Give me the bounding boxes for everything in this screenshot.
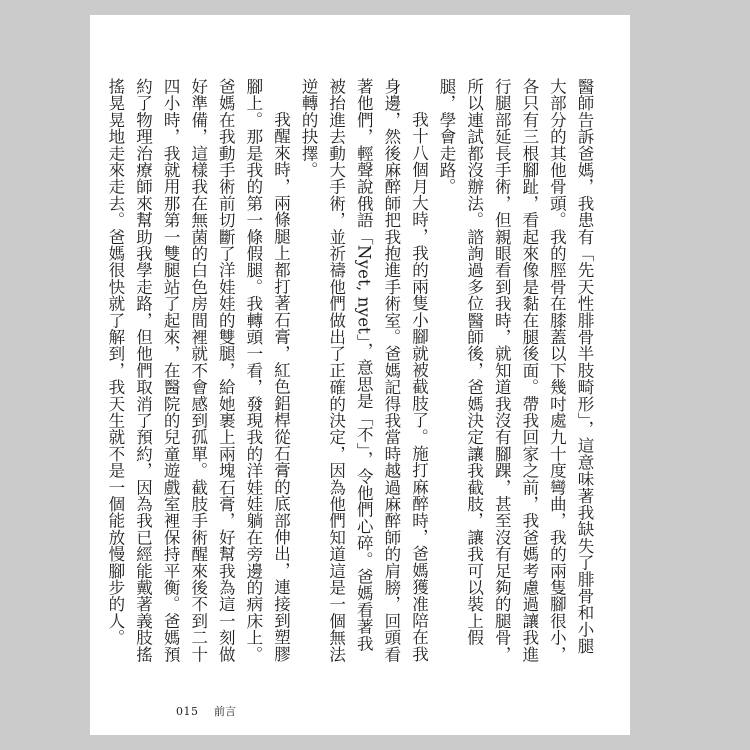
paragraph-1: 醫師告訴爸媽，我患有「先天性腓骨半肢畸形」，這意味著我缺失了腓骨和小腿大部分的其他骨頭。我的脛骨在膝蓋以下幾吋處九十度彎曲，我的兩隻腳很小，各只有三根腳趾，看起來像是黏在腿後面。帶我回家之前，我爸媽考慮過讓我進行腿部延長手術，但親眼看到我時，就知道我沒有腳踝，甚至沒有足夠的腿骨，所以連試都沒辦法。諮詢過多位醫師後，爸媽決定讓我截肢，讓我可以裝上假腿，學會走路。 xyxy=(437,78,594,663)
section-title: 前言 xyxy=(214,705,236,718)
book-page xyxy=(90,15,630,735)
page-footer xyxy=(176,703,236,719)
page-number: 015 xyxy=(176,705,199,718)
paragraph-2: 我十八個月大時，我的兩隻小腳就被截肢了。施打麻醉時，爸媽獲准陪在我身邊，然後麻醉師把我抱進手術室。爸媽記得我當時越過麻醉師的肩膀，回頭看著他們，輕聲說俄語「Nyet, nyet」，意思是「不」，令他們心碎。爸媽看著我被抬進去動大手術，並祈禱他們做出了正確的決定，因為他們知道這是一個無法逆轉的抉擇。 xyxy=(299,78,429,663)
body-text xyxy=(101,78,598,668)
paragraph-3: 我醒來時，兩條腿上都打著石膏，紅色鋁桿從石膏的底部伸出，連接到塑膠腳上。那是我的第一條假腿。我轉頭一看，發現我的洋娃娃躺在旁邊的病床上。爸媽在我動手術前切斷了洋娃娃的雙腿，給她裹上兩塊石膏，好幫我為這一刻做好準備，這樣我在無菌的白色房間裡就不會感到孤單。截肢手術醒來後不到二十四小時，我就用那第一雙腿站了起來，在醫院的兒童遊戲室裡保持平衡。爸媽預約了物理治療師來幫助我學走路，但他們取消了預約，因為我已經能戴著義肢搖搖晃晃地走來走去。爸媽很快就了解到，我天生就不是一個能放慢腳步的人。 xyxy=(105,78,291,663)
